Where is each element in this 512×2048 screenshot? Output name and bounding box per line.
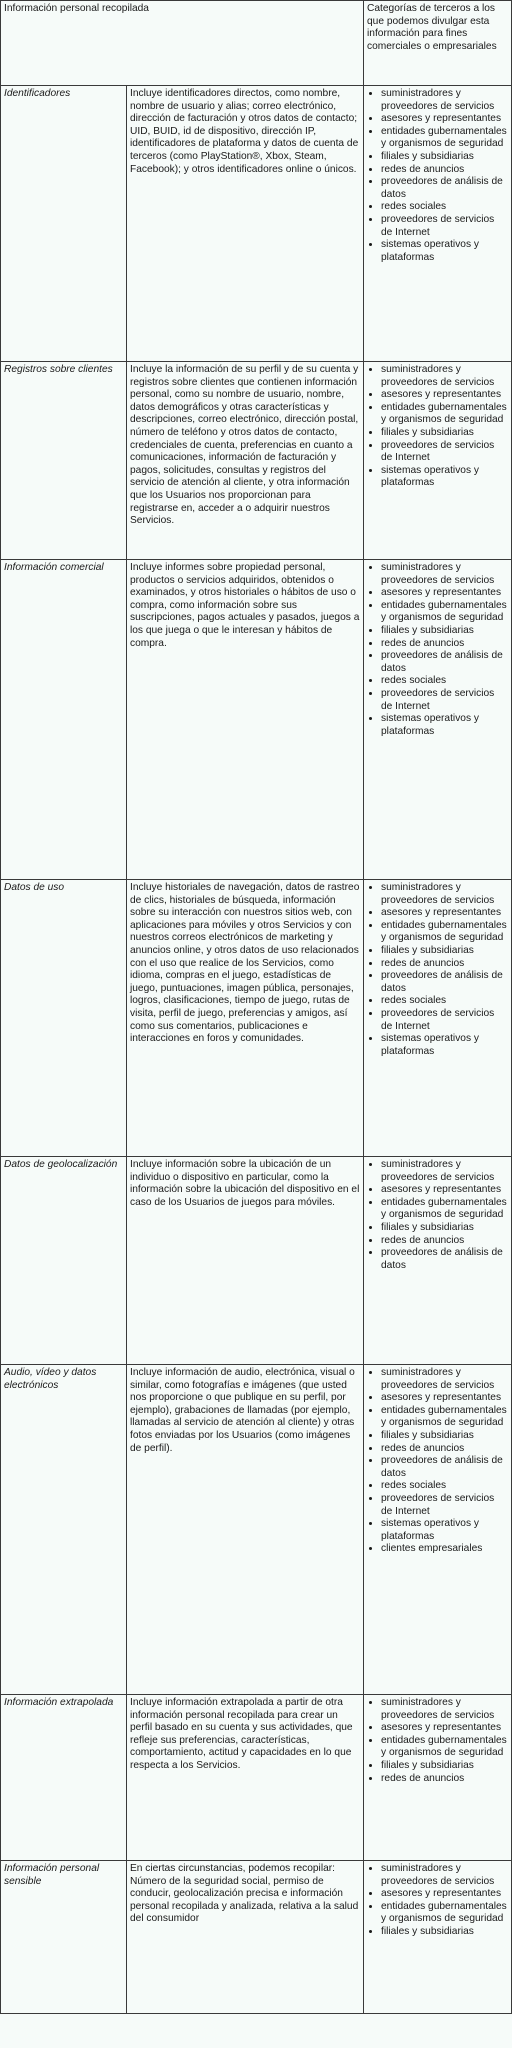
recipient-item: • filiales y subsidiarias	[381, 945, 508, 958]
recipient-item: • filiales y subsidiarias	[381, 1222, 508, 1235]
recipient-item: • suministradores y proveedores de servicios	[381, 364, 508, 389]
recipient-item: • redes de anuncios	[381, 1773, 508, 1786]
category-cell: Información extrapolada	[1, 1695, 127, 1861]
recipient-item: • filiales y subsidiarias	[381, 625, 508, 638]
table-row	[1, 560, 512, 880]
recipients-list	[367, 88, 508, 264]
recipient-item: • asesores y representantes	[381, 1722, 508, 1735]
recipient-item: • entidades gubernamentales y organismos de seguridad	[381, 600, 508, 625]
recipient-item: • entidades gubernamentales y organismos de seguridad	[381, 1197, 508, 1222]
recipient-item: • asesores y representantes	[381, 389, 508, 402]
recipient-item: • asesores y representantes	[381, 587, 508, 600]
recipient-item: • suministradores y proveedores de servicios	[381, 1159, 508, 1184]
recipients-cell	[364, 86, 512, 362]
recipient-item: • entidades gubernamentales y organismos de seguridad	[381, 1405, 508, 1430]
recipient-item: • suministradores y proveedores de servicios	[381, 882, 508, 907]
description-cell: Incluye información de audio, electrónica, visual o similar, como fotografías e imágenes (que usted nos proporcione o que publique en su perfil, por ejemplo), grabaciones de llamadas (por ejemplo, llamadas al servicio de atención al cliente) y otras fotos enviadas por los Usuarios (como imágenes de perfil).	[127, 1365, 364, 1695]
recipient-item: • proveedores de servicios de Internet	[381, 1493, 508, 1518]
recipients-list	[367, 882, 508, 1058]
table-row	[1, 880, 512, 1157]
category-cell: Registros sobre clientes	[1, 362, 127, 560]
recipients-list	[367, 1367, 508, 1556]
recipients-cell	[364, 560, 512, 880]
recipient-item: • suministradores y proveedores de servicios	[381, 562, 508, 587]
table-row	[1, 1157, 512, 1365]
recipient-item: • proveedores de análisis de datos	[381, 1455, 508, 1480]
recipient-item: • sistemas operativos y plataformas	[381, 1033, 508, 1058]
recipient-item: • proveedores de análisis de datos	[381, 970, 508, 995]
recipient-item: • redes sociales	[381, 675, 508, 688]
recipient-item: • suministradores y proveedores de servicios	[381, 88, 508, 113]
recipient-item: • redes sociales	[381, 201, 508, 214]
recipient-item: • asesores y representantes	[381, 1392, 508, 1405]
description-cell: En ciertas circunstancias, podemos recopilar: Número de la seguridad social, permiso de conducir, geolocalización precisa e información personal recopilada y analizada, relativa a la salud del consumidor	[127, 1861, 364, 2014]
recipient-item: • filiales y subsidiarias	[381, 1760, 508, 1773]
recipients-list	[367, 1697, 508, 1785]
recipient-item: • filiales y subsidiarias	[381, 427, 508, 440]
recipient-item: • proveedores de servicios de Internet	[381, 688, 508, 713]
recipient-item: • sistemas operativos y plataformas	[381, 239, 508, 264]
category-cell: Datos de uso	[1, 880, 127, 1157]
recipient-item: • proveedores de análisis de datos	[381, 650, 508, 675]
recipient-item: • redes de anuncios	[381, 1235, 508, 1248]
table-row	[1, 86, 512, 362]
recipient-item: • asesores y representantes	[381, 1184, 508, 1197]
recipient-item: • filiales y subsidiarias	[381, 151, 508, 164]
recipient-item: • proveedores de servicios de Internet	[381, 440, 508, 465]
recipient-item: • filiales y subsidiarias	[381, 1430, 508, 1443]
category-cell: Información comercial	[1, 560, 127, 880]
recipient-item: • redes sociales	[381, 1480, 508, 1493]
recipient-item: • filiales y subsidiarias	[381, 1926, 508, 1939]
category-cell: Información personal sensible	[1, 1861, 127, 2014]
recipients-cell	[364, 880, 512, 1157]
description-cell: Incluye información extrapolada a partir de otra información personal recopilada para crear un perfil basado en su cuenta y sus actividades, que refleje sus preferencias, características, comportamiento, actitud y capacidades en lo que respecta a los Servicios.	[127, 1695, 364, 1861]
recipient-item: • asesores y representantes	[381, 113, 508, 126]
recipient-item: • redes sociales	[381, 995, 508, 1008]
table-row	[1, 1861, 512, 2014]
description-cell: Incluye informes sobre propiedad personal, productos o servicios adquiridos, obtenidos o examinados, y otros historiales o hábitos de uso o compra, como información sobre sus suscripciones, pagos actuales y pasados, juegos a los que juega o que le interesan y hábitos de compra.	[127, 560, 364, 880]
table-row	[1, 1365, 512, 1695]
recipients-list	[367, 364, 508, 490]
category-cell: Datos de geolocalización	[1, 1157, 127, 1365]
recipient-item: • suministradores y proveedores de servicios	[381, 1697, 508, 1722]
table-header-row	[1, 1, 512, 86]
recipients-list	[367, 562, 508, 738]
recipients-list	[367, 1159, 508, 1272]
recipient-item: • redes de anuncios	[381, 638, 508, 651]
header-collected-info: Información personal recopilada	[1, 1, 364, 86]
recipient-item: • proveedores de análisis de datos	[381, 1247, 508, 1272]
description-cell: Incluye la información de su perfil y de su cuenta y registros sobre clientes que contienen información personal, como su nombre de usuario, nombre, datos demográficos y otras características y descripciones, correo electrónico, dirección postal, número de teléfono y otros datos de contacto, credenciales de cuenta, preferencias en cuanto a comunicaciones, información de facturación y pagos, solicitudes, consultas y registros del servicio de atención al cliente, y otra información que los Usuarios nos proporcionan para registrarse en, acceder a o adquirir nuestros Servicios.	[127, 362, 364, 560]
recipient-item: • entidades gubernamentales y organismos de seguridad	[381, 402, 508, 427]
recipient-item: • entidades gubernamentales y organismos de seguridad	[381, 920, 508, 945]
table-body	[1, 86, 512, 2014]
recipients-cell	[364, 1157, 512, 1365]
category-cell: Audio, vídeo y datos electrónicos	[1, 1365, 127, 1695]
recipient-item: • proveedores de servicios de Internet	[381, 214, 508, 239]
recipient-item: • sistemas operativos y plataformas	[381, 713, 508, 738]
recipient-item: • entidades gubernamentales y organismos de seguridad	[381, 126, 508, 151]
recipient-item: • asesores y representantes	[381, 1888, 508, 1901]
recipient-item: • sistemas operativos y plataformas	[381, 465, 508, 490]
recipient-item: • sistemas operativos y plataformas	[381, 1518, 508, 1543]
table-row	[1, 362, 512, 560]
recipient-item: • redes de anuncios	[381, 1443, 508, 1456]
recipients-cell	[364, 1695, 512, 1861]
description-cell: Incluye información sobre la ubicación de un individuo o dispositivo en particular, como la información sobre la ubicación del dispositivo en el caso de los Usuarios de juegos para móviles.	[127, 1157, 364, 1365]
recipient-item: • entidades gubernamentales y organismos de seguridad	[381, 1735, 508, 1760]
description-cell: Incluye historiales de navegación, datos de rastreo de clics, historiales de búsqueda, información sobre su interacción con nuestros sitios web, con aplicaciones para móviles y otros Servicios y con nuestros correos electrónicos de marketing y anuncios online, y otros datos de uso relacionados con el uso que realice de los Servicios, como idioma, compras en el juego, estadísticas de juego, puntuaciones, imagen pública, personajes, logros, clasificaciones, tiempo de juego, rutas de visita, perfil de juego, preferencias y amigos, así como sus comentarios, publicaciones e interacciones en foros y comunidades.	[127, 880, 364, 1157]
recipient-item: • clientes empresariales	[381, 1543, 508, 1556]
recipient-item: • asesores y representantes	[381, 907, 508, 920]
recipient-item: • suministradores y proveedores de servicios	[381, 1367, 508, 1392]
recipients-cell	[364, 1365, 512, 1695]
description-cell: Incluye identificadores directos, como nombre, nombre de usuario y alias; correo electrónico, dirección de facturación y otros datos de contacto; UID, BUID, id de dispositivo, dirección IP, identificadores de plataforma y datos de cuenta de terceros (como PlayStation®, Xbox, Steam, Facebook); y otros identificadores online o únicos.	[127, 86, 364, 362]
recipient-item: • suministradores y proveedores de servicios	[381, 1863, 508, 1888]
category-cell: Identificadores	[1, 86, 127, 362]
header-third-party-categories: Categorías de terceros a los que podemos divulgar esta información para fines comerciales o empresariales	[364, 1, 512, 86]
recipients-list	[367, 1863, 508, 1939]
recipients-cell	[364, 1861, 512, 2014]
recipient-item: • proveedores de servicios de Internet	[381, 1008, 508, 1033]
recipient-item: • proveedores de análisis de datos	[381, 176, 508, 201]
recipients-cell	[364, 362, 512, 560]
recipient-item: • redes de anuncios	[381, 958, 508, 971]
table-row	[1, 1695, 512, 1861]
recipient-item: • entidades gubernamentales y organismos de seguridad	[381, 1901, 508, 1926]
recipient-item: • redes de anuncios	[381, 164, 508, 177]
